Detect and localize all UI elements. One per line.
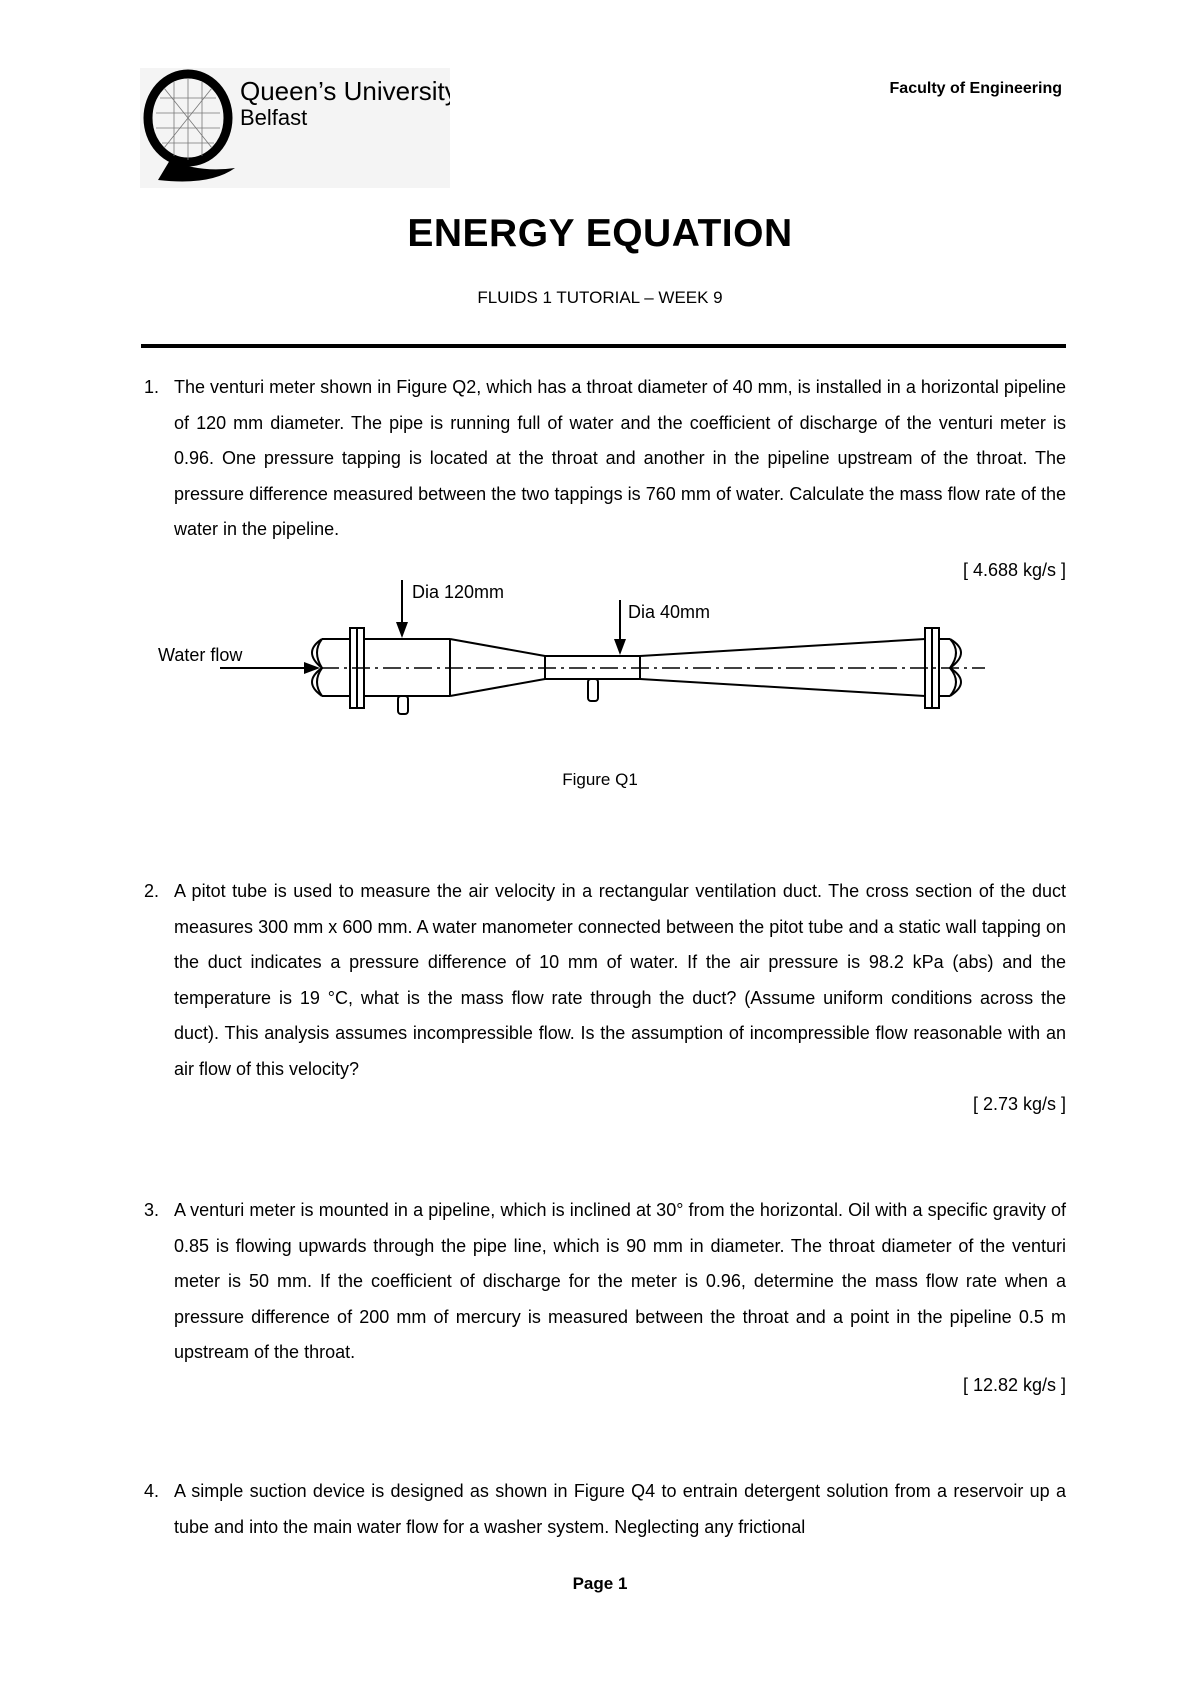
question-text: A simple suction device is designed as shown in Figure Q4 to entrain detergent solution from a reservoir up a tube and into the main water flow for a washer system. Neglecting any frictional — [174, 1481, 1066, 1537]
question-2 — [144, 874, 1066, 1087]
upstream-tapping — [398, 696, 408, 714]
title-rule — [141, 344, 1066, 348]
dia-small-label: Dia 40mm — [628, 602, 711, 622]
question-text: The venturi meter shown in Figure Q2, which has a throat diameter of 40 mm, is installed in a horizontal pipeline of 120 mm diameter. The pipe is running full of water and the coefficient of discharge of the venturi meter is 0.96. One pressure tapping is located at the throat and another in the pipeline upstream of the throat. The pressure difference measured between the two tappings is 760 mm of water. Calculate the mass flow rate of the water in the pipeline. — [174, 377, 1066, 539]
logo-text-line1: Queen’s University — [240, 76, 450, 106]
dia-large-label: Dia 120mm — [412, 582, 505, 602]
question-3 — [144, 1193, 1066, 1371]
page-title: ENERGY EQUATION — [407, 212, 793, 255]
question-number: 1. — [144, 377, 160, 397]
answer-3: [ 12.82 kg/s ] — [962, 1375, 1066, 1395]
throat-tapping — [588, 679, 598, 701]
faculty-label: Faculty of Engineering — [889, 80, 1062, 97]
question-text: A venturi meter is mounted in a pipeline, which is inclined at 30° from the horizontal. Oil with a specific gravity of 0.85 is flowing upwards through the pipe line, which is 90 mm in diameter. The throat diameter of the venturi meter is 50 mm. If the coefficient of discharge for the meter is 0.96, determine the mass flow rate when a pressure difference of 200 mm of mercury is measured between the throat and a point in the pipeline 0.5 m upstream of the throat. — [174, 1200, 1066, 1362]
logo-graphic — [140, 68, 450, 188]
answer-1: [ 4.688 kg/s ] — [962, 560, 1066, 580]
flow-label: Water flow — [158, 645, 243, 665]
figure-caption: Figure Q1 — [562, 770, 638, 789]
logo-text-line2: Belfast — [240, 105, 308, 130]
page-subtitle: FLUIDS 1 TUTORIAL – WEEK 9 — [477, 288, 723, 307]
question-number: 2. — [144, 881, 160, 901]
answer-2: [ 2.73 kg/s ] — [972, 1094, 1066, 1114]
question-text: A pitot tube is used to measure the air velocity in a rectangular ventilation duct. The cross section of the duct measures 300 mm x 600 mm. A water manometer connected between the pitot tube and a static wall tapping on the duct indicates a pressure difference of 10 mm of water. If the air pressure is 98.2 kPa (abs) and the temperature is 19 °C, what is the mass flow rate through the duct? (Assume uniform conditions across the duct). This analysis assumes incompressible flow. Is the assumption of incompressible flow reasonable with an air flow of this velocity? — [174, 881, 1066, 1079]
venturi-figure — [150, 570, 1000, 750]
page-number: Page 1 — [572, 1574, 628, 1593]
question-1 — [144, 370, 1066, 548]
university-logo — [140, 68, 450, 188]
question-number: 3. — [144, 1200, 160, 1220]
question-4 — [144, 1474, 1066, 1545]
question-number: 4. — [144, 1481, 160, 1501]
venturi-diagram — [150, 570, 1000, 750]
